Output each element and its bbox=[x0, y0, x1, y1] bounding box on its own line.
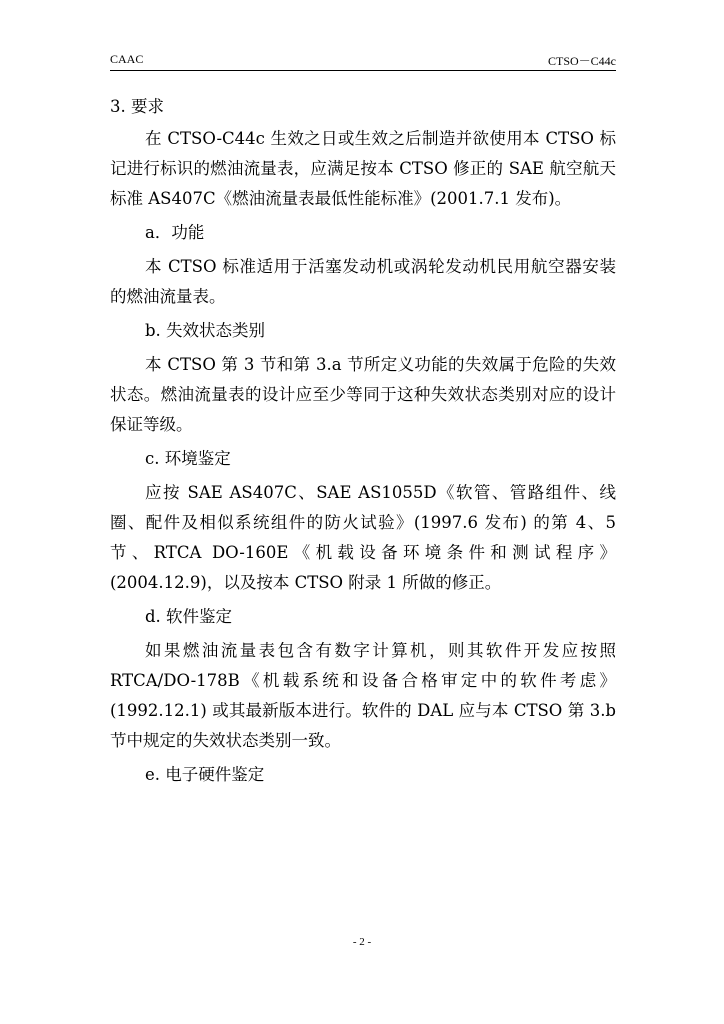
header-doc-id: CTSO－C44c bbox=[547, 54, 616, 68]
subsection-body-environmental: 应按 SAE AS407C、SAE AS1055D《软管、管路组件、线圈、配件及相似系统组件的防火试验》(1997.6 发布) 的第 4、5 节、RTCA DO-160E《机载设备环境条件和测试程序》(2004.12.9)，以及按本 CTSO 附录 1 所做的修正。 bbox=[110, 483, 616, 592]
page-content bbox=[110, 92, 616, 794]
header-org: CAAC bbox=[110, 52, 144, 66]
subsection-body-software: 如果燃油流量表包含有数字计算机，则其软件开发应按照 RTCA/DO-178B《机载系统和设备合格审定中的软件考虑》(1992.12.1) 或其最新版本进行。软件的 DAL 应与本 CTSO 第 3.b 节中规定的失效状态类别一致。 bbox=[110, 641, 616, 750]
page-header bbox=[110, 52, 616, 72]
subsection-heading-hardware: e. 电子硬件鉴定 bbox=[145, 765, 265, 784]
section-intro: 在 CTSO-C44c 生效之日或生效之后制造并欲使用本 CTSO 标记进行标识的燃油流量表，应满足按本 CTSO 修正的 SAE 航空航天标准 AS407C《燃油流量表最低性能标准》(2001.7.1 发布)。 bbox=[110, 129, 616, 208]
subsection-heading-software: d. 软件鉴定 bbox=[145, 607, 233, 626]
subsection-heading-environmental: c. 环境鉴定 bbox=[145, 449, 231, 468]
page-number: - 2 - bbox=[352, 936, 372, 948]
section-title: 3. 要求 bbox=[110, 97, 164, 116]
header-divider bbox=[110, 70, 616, 71]
subsection-heading-failure-condition: b. 失效状态类别 bbox=[145, 321, 266, 340]
subsection-heading-function: a．功能 bbox=[145, 223, 205, 242]
subsection-body-function: 本 CTSO 标准适用于活塞发动机或涡轮发动机民用航空器安装的燃油流量表。 bbox=[110, 257, 616, 306]
subsection-body-failure-condition: 本 CTSO 第 3 节和第 3.a 节所定义功能的失效属于危险的失效状态。燃油流量表的设计应至少等同于这种失效状态类别对应的设计保证等级。 bbox=[110, 355, 616, 434]
